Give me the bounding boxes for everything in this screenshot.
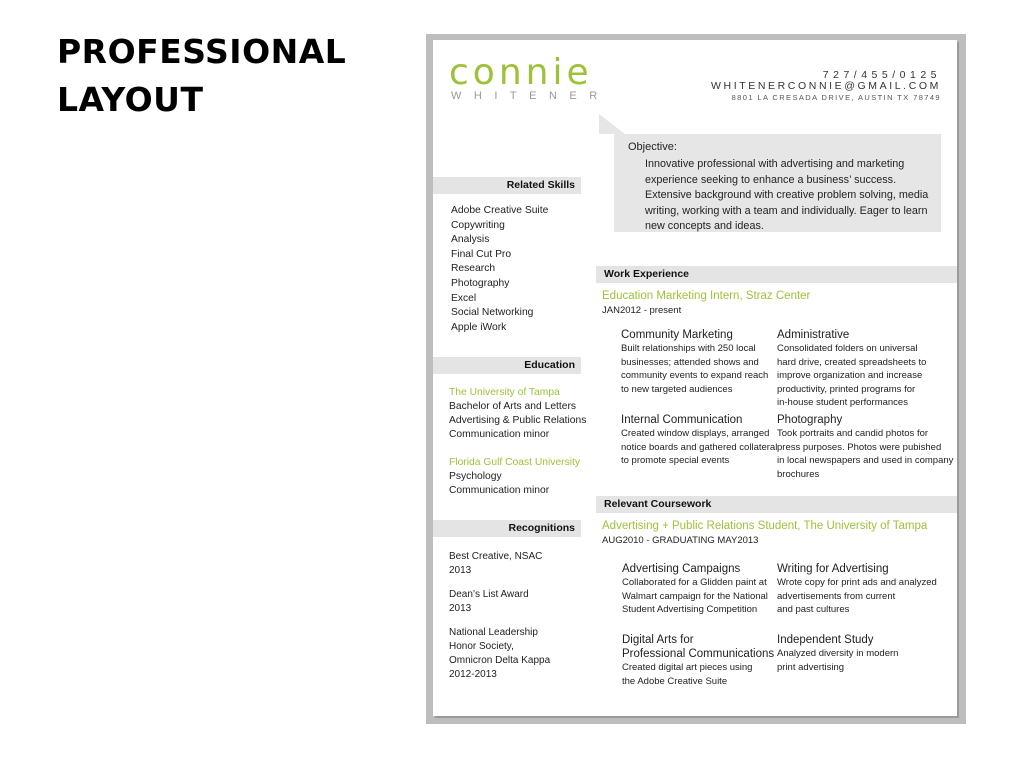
work-block-line: improve organization and increase [777,370,923,381]
work-block-line: brochures [777,468,820,480]
school-name: The University of Tampa [449,387,560,398]
coursework-heading: Relevant Coursework [596,496,957,513]
work-block-line: to promote special events [621,455,730,466]
work-block-line: Created window displays, arranged [621,428,770,439]
work-block-line: Consolidated folders on universal [777,343,918,354]
recognition-line: Omnicron Delta Kappa [449,655,551,666]
work-block-line: in local newspapers and used in company [777,455,954,466]
recognition-line: 2013 [449,565,472,576]
course-block-title: Independent Study [777,634,874,646]
skills-list [451,204,548,335]
contact-email: WHITENERCONNIE@GMAIL.COM [711,80,941,92]
work-block-line: businesses; attended shows and [621,356,759,368]
work-block-title: Community Marketing [621,329,733,341]
skill-item: Photography [451,277,510,289]
course-block-title: Digital Arts for Professional Communications [622,634,775,660]
course-block-line: Student Advertising Competition [622,604,758,615]
contact-phone: 727/455/0125 [822,69,941,81]
work-block [621,413,786,468]
objective-callout-tail [599,114,625,134]
work-block-title: Administrative [777,329,850,341]
work-block-title: Internal Communication [621,414,743,426]
course-block-title: Advertising Campaigns [622,563,741,575]
recognition-line: Dean’s List Award [449,589,529,600]
skill-item: Social Networking [451,307,534,319]
course-block-line: print advertising [777,661,845,673]
school-detail: Bachelor of Arts and Letters [449,401,577,412]
recognition-item [449,550,542,578]
slide-title [57,28,346,124]
recognition-line: Best Creative, NSAC [449,551,543,562]
job-title: Education Marketing Intern, Straz Center [602,290,811,302]
work-block [621,328,786,396]
course-block-line: Created digital art pieces using [622,662,753,673]
school-detail: Communication minor [449,429,550,440]
slide-title-line-1: PROFESSIONAL [57,32,347,71]
work-block-line: Took portraits and candid photos for [777,428,929,439]
education-heading: Education [433,357,581,374]
recognition-line: 2012-2013 [449,669,497,680]
work-block-line: in-house student performances [777,397,908,408]
school-detail: Communication minor [449,485,550,496]
skill-item: Analysis [451,234,490,246]
work-block-line: to new targeted audiences [621,383,733,395]
work-block [777,328,952,410]
education-school-1 [449,386,586,442]
course-block-line: Collaborated for a Glidden paint at [622,577,767,588]
contact-block [711,70,941,103]
recognition-item [449,588,529,616]
course-block-line: the Adobe Creative Suite [622,675,728,687]
resume-page [433,40,957,716]
recognition-item [449,626,550,682]
contact-address: 8801 LA CRESADA DRIVE, AUSTIN TX 78749 [731,93,941,102]
recognition-line: 2013 [449,603,472,614]
course-block-line: Walmart campaign for the National [622,590,768,602]
course-title: Advertising + Public Relations Student, The University of Tampa [602,520,928,532]
resume-last-name: WHITENER [451,90,610,102]
course-block [777,633,942,674]
recognition-line: Honor Society, [449,641,514,652]
course-block-line: Wrote copy for print ads and analyzed [777,577,937,588]
course-block-line: advertisements from current [777,590,896,602]
skill-item: Adobe Creative Suite [451,205,549,216]
work-block-line: Built relationships with 250 local [621,343,756,354]
course-block-line: Analyzed diversity in modern [777,648,899,659]
education-school-2 [449,456,580,498]
skill-item: Copywriting [451,219,505,231]
course-block [622,633,787,688]
objective-box [614,134,941,232]
skills-heading: Related Skills [433,177,581,194]
slide-title-line-2: LAYOUT [57,80,204,119]
objective-label: Objective: [628,141,677,153]
resume-first-name: connie [449,52,593,93]
skill-item: Apple iWork [451,321,507,333]
recognitions-heading: Recognitions [433,520,581,537]
course-block-title: Writing for Advertising [777,563,889,575]
work-block-line: productivity, printed programs for [777,383,916,395]
work-experience-heading: Work Experience [596,266,957,283]
work-block-title: Photography [777,414,843,426]
recognition-line: National Leadership [449,627,538,638]
course-block [622,562,787,617]
work-block [777,413,955,481]
skill-item: Final Cut Pro [451,248,512,260]
skill-item: Excel [451,292,477,304]
job-date: JAN2012 - present [602,305,682,316]
course-block-line: and past cultures [777,604,850,615]
course-block [777,562,953,617]
school-name: Florida Gulf Coast University [449,457,581,468]
work-block-line: hard drive, created spreadsheets to [777,356,927,368]
school-detail: Advertising & Public Relations [449,415,587,426]
school-detail: Psychology [449,471,502,482]
objective-text: Innovative professional with advertising and marketing experience seeking to enhance a business’ success. Extensive background with creative problem solving, media writing, working with a team and individually. Eager to learn new concepts and ideas. [645,158,929,232]
work-block-line: press purposes. Photos were pubished [777,441,942,453]
work-block-line: notice boards and gathered collateral [621,441,778,453]
course-date: AUG2010 - GRADUATING MAY2013 [602,535,759,546]
work-block-line: community events to expand reach [621,370,769,381]
skill-item: Research [451,263,496,275]
